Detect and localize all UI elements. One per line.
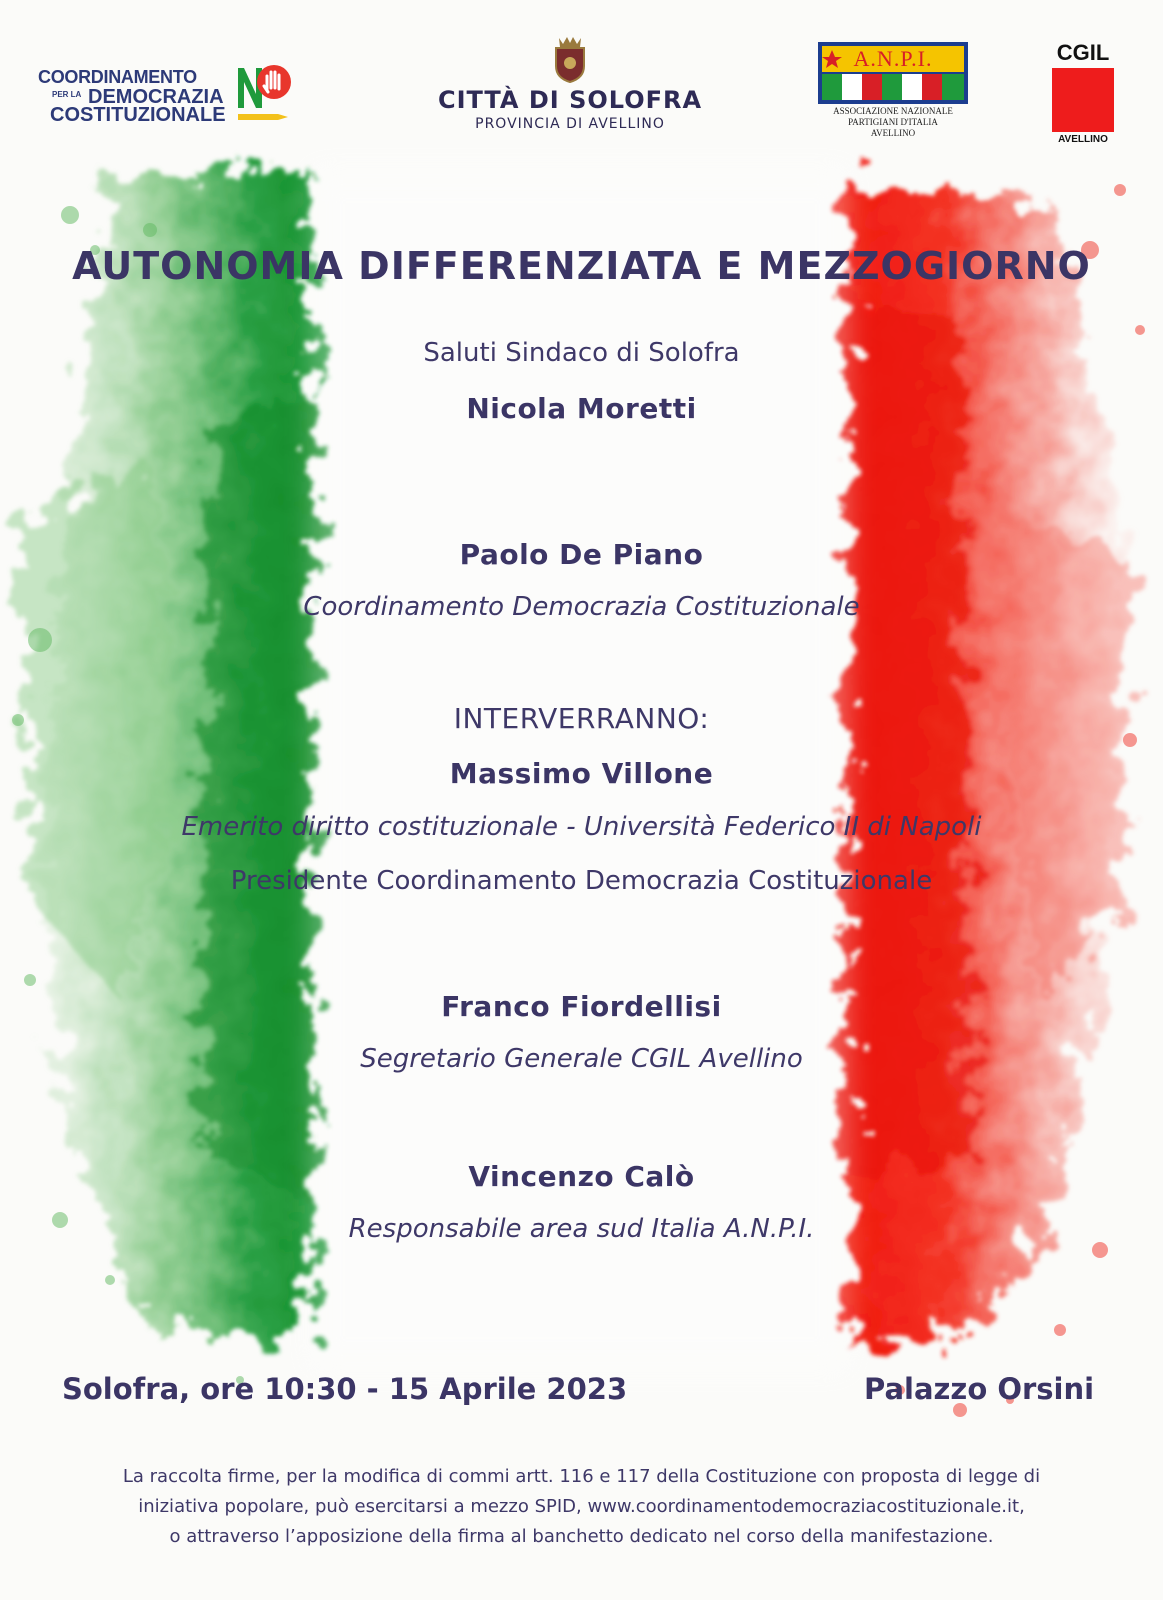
city-name: CITTÀ DI SOLOFRA: [437, 86, 703, 114]
event-title: AUTONOMIA DIFFERENZIATA E MEZZOGIORNO: [72, 244, 1091, 288]
city-logo: [420, 34, 720, 144]
coordinamento-logo-small: PER LA: [52, 90, 82, 99]
signature-note-line: iniziativa popolare, può esercitarsi a mezzo SPID, www.coordinamentodemocraziacostituzionale.it,: [138, 1496, 1025, 1517]
coordinamento-logo-line3: COSTITUZIONALE: [50, 104, 226, 126]
speakers-heading: INTERVERRANNO:: [453, 702, 710, 735]
coordinamento-logo-line1: COORDINAMENTO: [38, 67, 197, 87]
city-province: PROVINCIA DI AVELLINO: [475, 116, 665, 132]
anpi-subtitle: [818, 106, 968, 139]
cgil-red-square-icon: [1052, 68, 1114, 132]
signature-note-line: La raccolta firme, per la modifica di commi artt. 116 e 117 della Costituzione con proposta di legge di: [122, 1466, 1041, 1487]
anpi-subtitle-line2: PARTIGIANI D'ITALIA: [848, 117, 938, 127]
speaker-role: Presidente Coordinamento Democrazia Costituzionale: [230, 866, 933, 896]
signature-note-line: o attraverso l’apposizione della firma al banchetto dedicato nel corso della manifestazione.: [169, 1526, 994, 1547]
coordinamento-logo: [34, 60, 294, 130]
cgil-name: CGIL: [1056, 40, 1110, 65]
speaker-name: Vincenzo Calò: [468, 1160, 695, 1193]
event-venue: Palazzo Orsini: [864, 1372, 1095, 1406]
no-hand-icon: [234, 60, 294, 130]
anpi-subtitle-line1: ASSOCIAZIONE NAZIONALE: [833, 106, 953, 116]
anpi-logo: [818, 42, 968, 142]
mayor-name: Nicola Moretti: [466, 392, 697, 425]
greeting-text: Saluti Sindaco di Solofra: [423, 338, 740, 368]
cgil-logo: [1050, 40, 1122, 150]
anpi-subtitle-line3: AVELLINO: [870, 128, 916, 138]
anpi-title: A.N.P.I.: [853, 46, 933, 71]
speaker-name: Massimo Villone: [449, 757, 714, 790]
speaker-name: Paolo De Piano: [459, 538, 704, 571]
coordinamento-logo-line2: DEMOCRAZIA: [88, 86, 224, 108]
speaker-role: Coordinamento Democrazia Costituzionale: [303, 592, 860, 622]
speaker-role: Emerito diritto costituzionale - Università Federico II di Napoli: [181, 812, 982, 842]
speaker-role: Responsabile area sud Italia A.N.P.I.: [348, 1214, 815, 1244]
city-crest-icon: [547, 34, 593, 84]
event-date-time: Solofra, ore 10:30 - 15 Aprile 2023: [62, 1372, 628, 1406]
speaker-role: Segretario Generale CGIL Avellino: [360, 1044, 803, 1074]
speaker-name: Franco Fiordellisi: [441, 990, 722, 1023]
cgil-subtitle: AVELLINO: [1058, 134, 1108, 145]
